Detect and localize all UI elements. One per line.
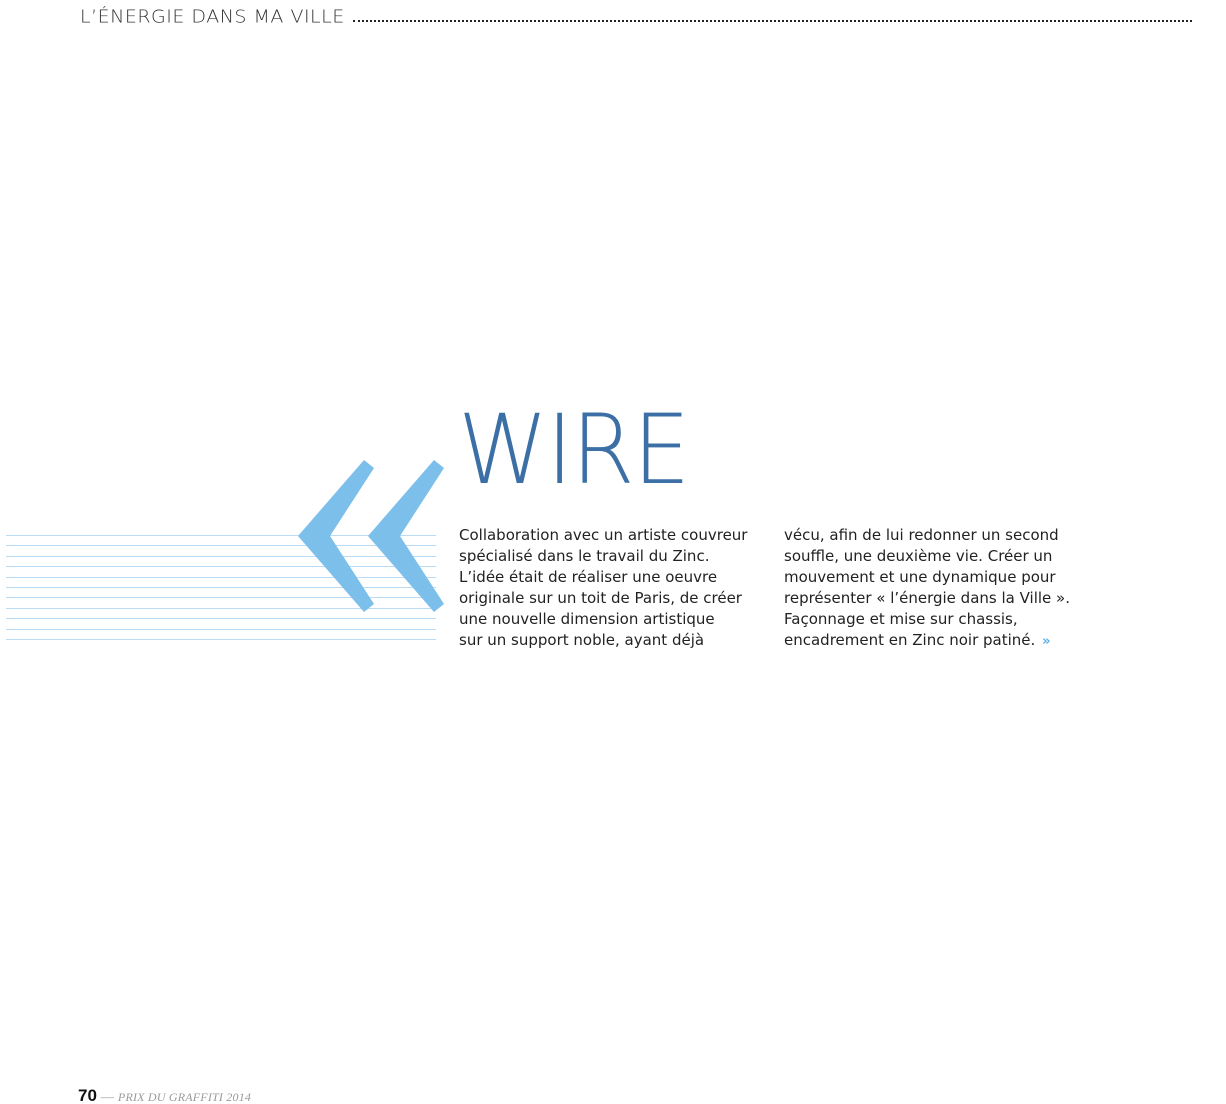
body-line: spécialisé dans le travail du Zinc. (459, 547, 710, 565)
stripe-line (6, 629, 436, 630)
body-column-1 (459, 525, 747, 651)
footer-dash: — (100, 1089, 114, 1104)
body-line: mouvement et une dynamique pour (784, 568, 1056, 586)
body-line: souffle, une deuxième vie. Créer un (784, 547, 1053, 565)
page-footer (78, 1086, 251, 1104)
stripe-line (6, 639, 436, 640)
left-guillemet-icon (296, 458, 446, 614)
article-title: WIRE (458, 394, 689, 506)
section-title: L’ÉNERGIE DANS MA VILLE (80, 6, 345, 28)
page-number: 70 (78, 1086, 97, 1104)
running-header (80, 4, 1192, 30)
dotted-rule (353, 20, 1192, 22)
publication-name: PRIX DU GRAFFITI 2014 (117, 1090, 252, 1104)
continue-mark-icon: » (1042, 634, 1051, 649)
body-line: L’idée était de réaliser une oeuvre (459, 568, 718, 586)
body-line: vécu, afin de lui redonner un second (784, 526, 1059, 544)
body-line: Collaboration avec un artiste couvreur (459, 526, 748, 544)
body-column-2 (784, 525, 1070, 652)
body-line: représenter « l’énergie dans la Ville ». (784, 589, 1070, 607)
body-line: originale sur un toit de Paris, de créer (459, 589, 742, 607)
body-line: une nouvelle dimension artistique (459, 610, 715, 628)
stripe-line (6, 618, 436, 619)
body-line-last (784, 630, 1070, 652)
body-line-text: encadrement en Zinc noir patiné. (784, 631, 1036, 649)
body-line: Façonnage et mise sur chassis, (784, 610, 1018, 628)
body-line: sur un support noble, ayant déjà (459, 631, 705, 649)
